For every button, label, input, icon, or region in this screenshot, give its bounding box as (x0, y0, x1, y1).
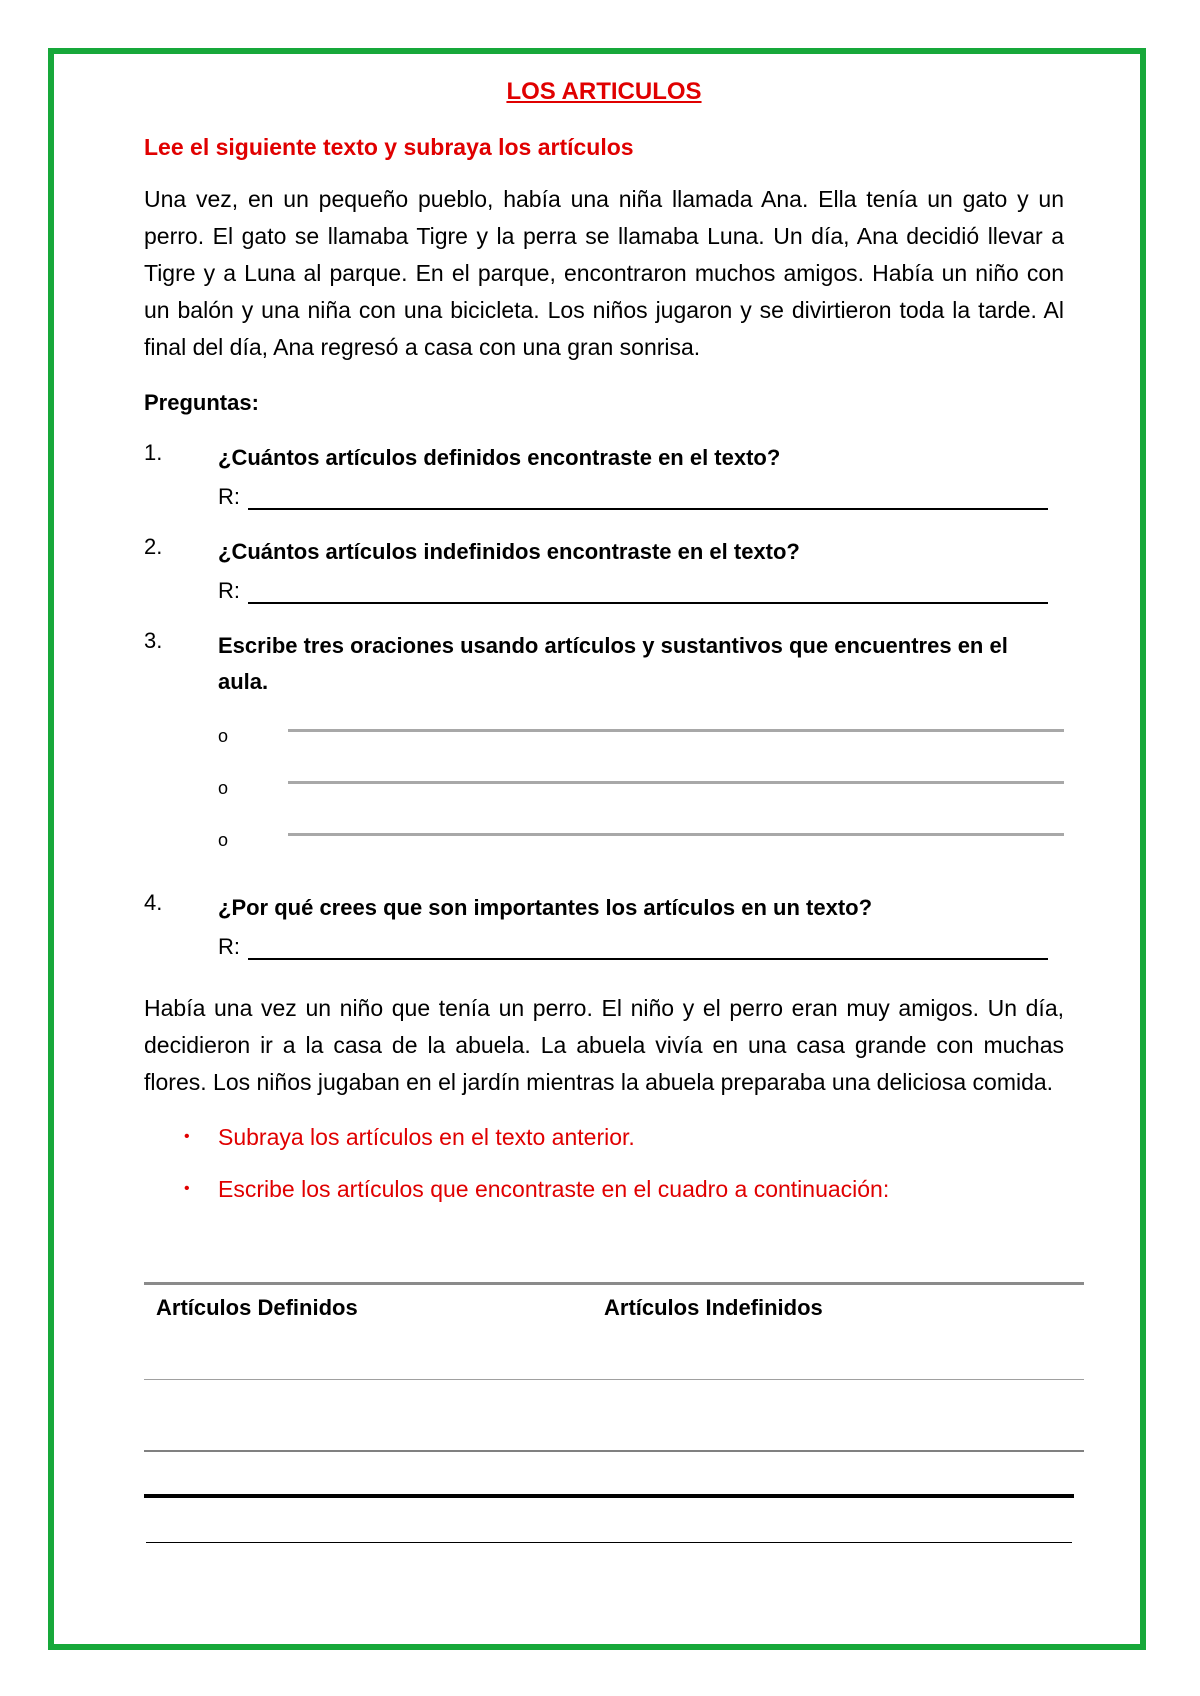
task-item (184, 1119, 1064, 1155)
question-3 (144, 628, 1064, 866)
sentence-line-row (218, 814, 1064, 866)
question-2 (144, 534, 1064, 604)
question-number: 4. (144, 890, 163, 915)
question-1 (144, 440, 1064, 510)
story-paragraph-1: Una vez, en un pequeño pueblo, había una niña llamada Ana. Ella tenía un gato y un perro. El gato se llamaba Tigre y la perra se llamaba Luna. Un día, Ana decidió llevar a Tigre y a Luna al parque. En el parque, encontraron muchos amigos. Había un niño con un balón y una niña con una bicicleta. Los niños jugaron y se divirtieron toda la tarde. Al final del día, Ana regresó a casa con una gran sonrisa. (144, 186, 1064, 360)
sentence-line-row (218, 710, 1064, 762)
task-list (144, 1119, 1064, 1207)
answer-row (218, 926, 1064, 960)
answer-field[interactable] (248, 936, 1048, 960)
worksheet-content (144, 70, 1064, 1223)
answer-field[interactable] (248, 580, 1048, 604)
question-text: ¿Cuántos artículos definidos encontraste en el texto? (218, 445, 781, 470)
column-header-indefinidos: Artículos Indefinidos (604, 1295, 823, 1320)
articles-table (144, 1282, 1084, 1522)
sentence-field[interactable] (288, 729, 1064, 732)
sentence-lines (218, 710, 1064, 866)
answer-row (218, 476, 1064, 510)
column-header-definidos: Artículos Definidos (156, 1295, 358, 1320)
page-title: LOS ARTICULOS (506, 78, 702, 105)
sentence-line-row (218, 762, 1064, 814)
answer-label: R: (218, 578, 240, 603)
question-text: ¿Cuántos artículos indefinidos encontraste en el texto? (218, 539, 800, 564)
divider-line (144, 1494, 1074, 1498)
task-item (184, 1171, 1064, 1207)
table-header (144, 1285, 1084, 1379)
circle-bullet-icon: o (218, 829, 229, 850)
sentence-field[interactable] (288, 781, 1064, 784)
answer-label: R: (218, 484, 240, 509)
task-text: Subraya los artículos en el texto anterior. (218, 1124, 635, 1150)
table-row[interactable] (144, 1450, 1084, 1522)
questions-heading: Preguntas: (144, 390, 259, 415)
circle-bullet-icon: o (218, 777, 229, 798)
instruction-text: Lee el siguiente texto y subraya los artículos (144, 134, 634, 160)
sentence-field[interactable] (288, 833, 1064, 836)
question-text: Escribe tres oraciones usando artículos y sustantivos que encuentres en el aula. (218, 633, 1008, 694)
question-number: 1. (144, 440, 163, 465)
answer-label: R: (218, 934, 240, 959)
task-text: Escribe los artículos que encontraste en el cuadro a continuación: (218, 1176, 890, 1202)
bullet-icon: • (184, 1128, 190, 1145)
writing-line[interactable] (146, 1542, 1072, 1543)
bullet-icon: • (184, 1180, 190, 1197)
question-number: 3. (144, 628, 163, 653)
circle-bullet-icon: o (218, 725, 229, 746)
question-4 (144, 890, 1064, 960)
story-paragraph-2: Había una vez un niño que tenía un perro. El niño y el perro eran muy amigos. Un día, decidieron ir a la casa de la abuela. La abuela vivía en una casa grande con muchas flores. Los niños jugaban en el jardín mientras la abuela preparaba una deliciosa comida. (144, 995, 1064, 1095)
table-row[interactable] (144, 1379, 1084, 1450)
answer-row (218, 570, 1064, 604)
answer-field[interactable] (248, 486, 1048, 510)
question-text: ¿Por qué crees que son importantes los artículos en un texto? (218, 895, 873, 920)
question-number: 2. (144, 534, 163, 559)
